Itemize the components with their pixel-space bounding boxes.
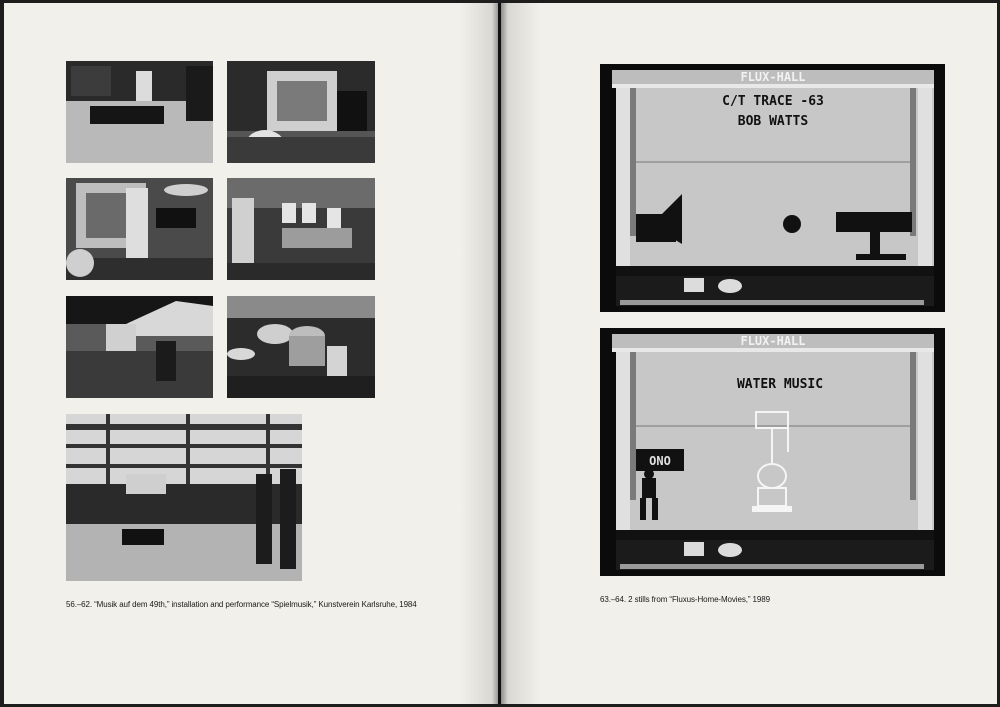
screen-2-header: FLUX-HALL bbox=[740, 334, 806, 348]
photo-58 bbox=[66, 178, 213, 280]
table-figure bbox=[836, 212, 912, 232]
screen-watts bbox=[600, 64, 945, 312]
photo-61 bbox=[227, 296, 375, 398]
person-figure bbox=[642, 478, 656, 498]
ball-figure bbox=[783, 215, 801, 233]
ono-sign-label: ONO bbox=[649, 454, 671, 468]
photo-60 bbox=[66, 296, 213, 398]
photo-62 bbox=[66, 414, 302, 581]
screen-2-title: WATER MUSIC bbox=[736, 377, 824, 392]
photo-59 bbox=[227, 178, 375, 280]
left-caption: 56.–62. “Musik auf dem 49th,” installation and performance “Spielmusik,” Kunstverein Karlsruhe, 1984 bbox=[66, 600, 417, 609]
screen-1-header: FLUX-HALL bbox=[740, 70, 806, 84]
screen-1-title: C/T TRACE -63 bbox=[722, 94, 824, 109]
right-caption: 63.–64. 2 stills from “Fluxus-Home-Movies,” 1989 bbox=[600, 595, 770, 604]
photo-56 bbox=[66, 61, 213, 163]
screen-1-subtitle: BOB WATTS bbox=[737, 114, 809, 129]
screen-water-music bbox=[600, 328, 945, 576]
photo-57 bbox=[227, 61, 375, 163]
